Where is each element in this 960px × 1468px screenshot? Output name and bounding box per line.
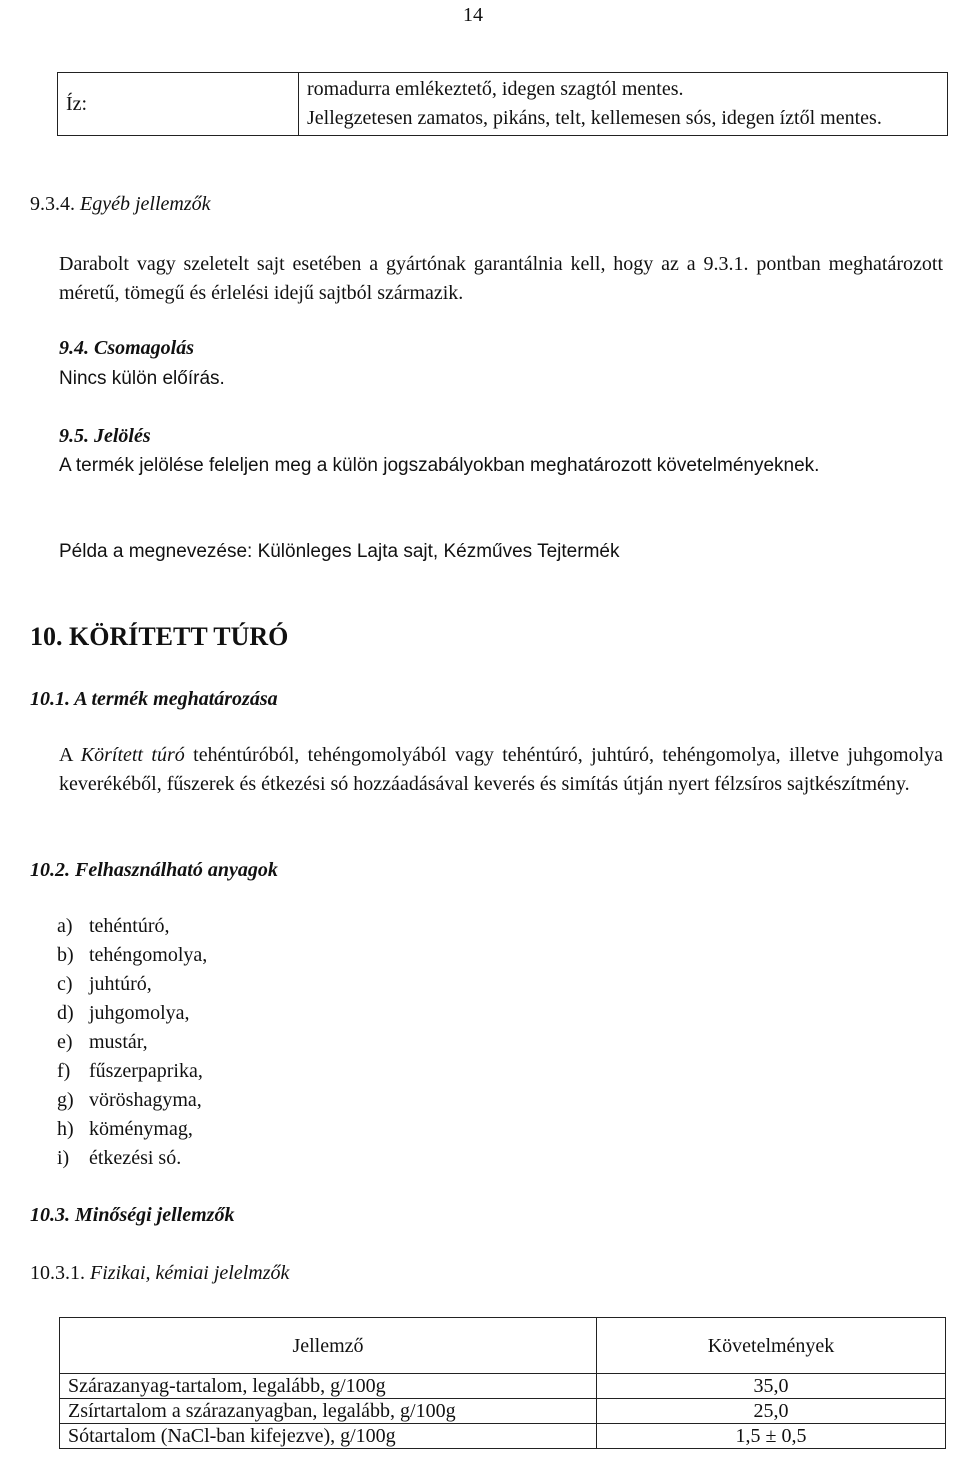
- row-value: 1,5 ± 0,5: [597, 1424, 946, 1449]
- previous-row-value: romadurra emlékeztető, idegen szagtól mentes.: [307, 78, 684, 100]
- definition-text: tehéntúróból, tehéngomolyából vagy tehéntúró, juhtúró, tehéngomolya, illetve juhgomolya keverékéből, fűszerek és étkezési só hozzáadásával keverés és simítás útján nyert félzsíros sajtkészítmény.: [59, 744, 944, 795]
- section-9-4-heading: 9.4. Csomagolás: [59, 337, 195, 359]
- section-9-5-text: A termék jelölése feleljen meg a külön jogszabályokban meghatározott követelményeknek.: [59, 455, 820, 476]
- text-article: A: [59, 744, 73, 766]
- section-title: Fizikai, kémiai jelelmzők: [90, 1262, 290, 1284]
- row-value: 35,0: [597, 1374, 946, 1399]
- column-header: Követelmények: [597, 1318, 946, 1374]
- list-item: g) vöröshagyma,: [57, 1089, 202, 1111]
- list-item: c) juhtúró,: [57, 973, 152, 995]
- section-9-5-example: Példa a megnevezése: Különleges Lajta sajt, Kézműves Tejtermék: [59, 541, 620, 562]
- section-number: 10.3.1.: [30, 1262, 85, 1284]
- row-value: 25,0: [597, 1399, 946, 1424]
- column-header: Jellemző: [60, 1318, 597, 1374]
- section-10-2-heading: 10.2. Felhasználható anyagok: [30, 859, 278, 881]
- section-9-5-heading: 9.5. Jelölés: [59, 425, 151, 447]
- section-10-1-text: [59, 741, 943, 799]
- row-name: Zsírtartalom a szárazanyagban, legalább, g/100g: [60, 1399, 597, 1424]
- list-item: i) étkezési só.: [57, 1147, 182, 1169]
- row-name: Sótartalom (NaCl-ban kifejezve), g/100g: [60, 1424, 597, 1449]
- section-title: Egyéb jellemzők: [80, 193, 211, 215]
- list-item: e) mustár,: [57, 1031, 148, 1053]
- list-item: b) tehéngomolya,: [57, 944, 208, 966]
- section-9-4-text: Nincs külön előírás.: [59, 368, 225, 389]
- list-item: a) tehéntúró,: [57, 915, 170, 937]
- section-10-3-heading: 10.3. Minőségi jellemzők: [30, 1204, 235, 1226]
- section-10-1-heading: 10.1. A termék meghatározása: [30, 688, 278, 710]
- product-term: Körített túró: [80, 744, 185, 766]
- list-item: d) juhgomolya,: [57, 1002, 190, 1024]
- requirements-table: [59, 1317, 946, 1449]
- chapter-10-heading: 10. KÖRÍTETT TÚRÓ: [30, 622, 289, 651]
- list-item: h) köménymag,: [57, 1118, 193, 1140]
- table-row: [60, 1424, 946, 1449]
- row-name: Szárazanyag-tartalom, legalább, g/100g: [60, 1374, 597, 1399]
- section-10-3-1-heading: [30, 1259, 289, 1288]
- taste-description: Jellegzetesen zamatos, pikáns, telt, kellemesen sós, idegen íztől mentes.: [307, 107, 882, 129]
- table-header-row: [60, 1318, 946, 1374]
- section-9-3-4-text: Darabolt vagy szeletelt sajt esetében a gyártónak garantálnia kell, hogy az a 9.3.1. pontban meghatározott méretű, tömegű és érlelési idejű sajtból származik.: [59, 253, 943, 304]
- section-number: 9.3.4.: [30, 193, 75, 215]
- ingredient-list: [57, 912, 207, 1173]
- section-9-3-4-heading: [30, 190, 211, 219]
- taste-label: Íz:: [58, 73, 299, 136]
- sensory-table: [57, 72, 948, 136]
- taste-value: [299, 73, 948, 136]
- page-number: 14: [463, 4, 483, 26]
- table-row: [60, 1399, 946, 1424]
- list-item: f) fűszerpaprika,: [57, 1060, 203, 1082]
- table-row: [60, 1374, 946, 1399]
